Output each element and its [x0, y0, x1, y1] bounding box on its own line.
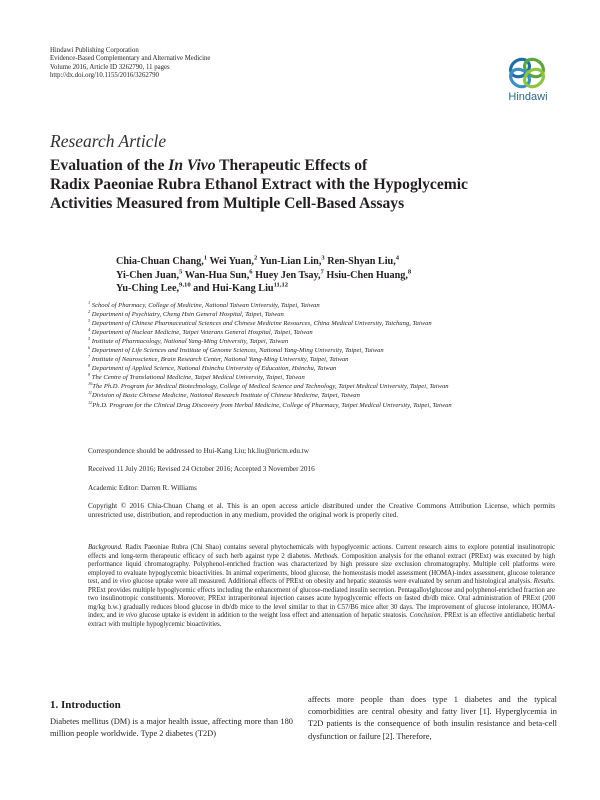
section-heading-introduction: 1. Introduction [50, 699, 121, 711]
affiliation-item: $^9$ The Centre of Translational Medicine, Taipei Medical University, Taipei, Taiwan [88, 372, 305, 382]
publisher-info [50, 47, 210, 81]
affiliation-item: $^2$ Department of Psychiatry, Cheng Hsin General Hospital, Taipei, Taiwan [88, 308, 284, 319]
title-part1: Evaluation of the [50, 157, 169, 174]
publisher-name: Hindawi Publishing Corporation [50, 47, 139, 54]
affiliation-item: $^7$ Institute of Neuroscience, Brain Research Center, National Yang-Ming University, Taipei, Taiwan [88, 354, 349, 364]
doi-link[interactable]: http://dx.doi.org/10.1155/2016/3262790 [50, 72, 159, 80]
copyright-notice: Copyright © 2016 Chia-Chuan Chang et al. This is an open access article distributed under the Creative Commons Attribution License, which permits unrestricted use, distribution, and reproduction in any medium, provided the original work is properly cited. [88, 502, 555, 520]
academic-editor: Academic Editor: Darren R. Williams [88, 484, 197, 492]
article-type: Research Article [50, 131, 167, 151]
title-line3: Activities Measured from Multiple Cell-Based Assays [50, 195, 405, 213]
affiliation-item: $^6$ Department of Life Sciences and Institute of Genome Sciences, National Yang-Ming University, Taipei, Taiwan [88, 345, 384, 355]
abstract-background-label: Background. [88, 544, 123, 551]
affiliation-item: $^{10}$The Ph.D. Program for Medical Biotechnology, College of Medical Science and Technology, Taipei Medical University, Taipei, Taiwan [88, 381, 449, 391]
received-dates: Received 11 July 2016; Revised 24 October 2016; Accepted 3 November 2016 [88, 465, 315, 473]
journal-name: Evidence-Based Complementary and Alternative Medicine [50, 55, 211, 63]
affiliation-item: $^8$ Department of Applied Science, National Hsinchu University of Education, Hsinchu, Taiwan [88, 363, 337, 373]
affiliation-item: $^4$ Department of Nuclear Medicine, Taipei Veterans General Hospital, Taipei, Taiwan [88, 326, 313, 337]
author-name: Huey Jen Tsay, [252, 269, 321, 281]
affiliation-item: $^{12}$Ph.D. Program for the Clinical Drug Discovery from Herbal Medicine, College of Pharmacy, Taipei Medical University, Taipei, Taiwan [88, 399, 452, 409]
volume-info: Volume 2016, Article ID 3262790, 11 pages [50, 63, 170, 71]
intro-right-column: affects more people than does type 1 diabetes and the typical comorbidities are central obesity and fatty liver [1]. Hyperglycemia in T2D patients is the consequence of both insulin resistance and beta-cell dysfunction or failure [2]. Therefore, [308, 695, 557, 741]
affiliation-list [88, 301, 578, 410]
abstract-methods-label: Methods. [313, 552, 340, 560]
author-name: and Hui-Kang Liu [190, 283, 274, 295]
intro-left-column: Diabetes mellitus (DM) is a major health issue, affecting more than 180 million people worldwide. Type 2 diabetes (T2D) [50, 717, 293, 739]
author-name: Yun-Lian Lin, [257, 256, 322, 267]
author-name: Chia-Chuan Chang, [116, 256, 204, 267]
title-italic: In Vivo [168, 157, 216, 174]
affiliation-item: $^{11}$Division of Basic Chinese Medicine, National Research Institute of Chinese Medicine, Taipei, Taiwan [88, 390, 360, 400]
title-line2: Radix Paeoniae Rubra Ethanol Extract with the Hypoglycemic [50, 176, 468, 194]
author-name: Wan-Hua Sun, [182, 269, 250, 281]
affiliation-item: $^3$ Department of Chinese Pharmaceutical Sciences and Chinese Medicine Resources, China Medical University, Taichung, Taiwan [88, 317, 432, 328]
author-name: Ren-Shyan Liu, [324, 256, 396, 267]
abstract-results-label: Results. [533, 578, 556, 586]
correspondence: Correspondence should be addressed to Hui-Kang Liu; hk.liu@nricm.edu.tw [88, 447, 309, 455]
affiliation-item: $^1$ School of Pharmacy, College of Medicine, National Taiwan University, Taipei, Taiwan [88, 299, 320, 309]
author-name: Yu-Ching Lee, [116, 283, 180, 295]
affiliation-item: $^5$ Institute of Pharmacology, National Yang-Ming University, Taipei, Taiwan [88, 336, 289, 346]
title-part2: Therapeutic Effects of [215, 157, 368, 174]
hindawi-logo-text: Hindawi [508, 91, 548, 103]
author-name: Hsiu-Chen Huang, [323, 269, 408, 281]
author-list: Chia-Chuan Chang,$^1$ Wei Yuan,$^2$ Yun-Lian Lin,$^3$ Ren-Shyan Liu,$^4$ Yi-Chen Juan,$^5$ Wan-Hua Sun,$^6$ Huey Jen Tsay,$^7$ Hsiu-Chen Huang,$^8$ Yu-Ching Lee,$^{9,10}$ and Hui-Kang Liu$^{11,12}$ [116, 254, 412, 295]
article-title [50, 156, 560, 214]
author-name: Wei Yuan, [207, 256, 254, 267]
author-name: Yi-Chen Juan, [116, 269, 180, 281]
abstract: Background. Radix Paeoniae Rubra (Chi Shao) contains several phytochemicals with hypoglycemic actions. Current research aims to explore potential insulinotropic effects and long-term therapeutic efficacy of such herb against type 2 diabetes. Methods. Composition analysis for the ethanol extract (PRExt) was executed by high performance liquid chromatography. Polyphenol-enriched fraction was characterized by high pressure size exclusion chromatography. Multiple cell platforms were employed to evaluate hypoglycemic bioactivities. In animal experiments, blood glucose, the homeostasis model assessment (HOMA)-index assessment, glucose tolerance test, and in vivo glucose uptake were all measured. Additional effects of PRExt on obesity and hepatic steatosis were evaluated by serum and histological analysis. Results. PRExt provides multiple hypoglycemic effects including the enhancement of glucose-mediated insulin secretion. Pentagalloylglucose and polyphenol-enriched fraction are two insulinotropic constituents. Moreover, PRExt intraperitoneal injection causes acute hypoglycemic effects on fasted db/db mice. Oral administration of PRExt (200 mg/kg b.w.) gradually reduces blood glucose in db/db mice to the level similar to that in C57/B6 mice after 30 days. The improvement of glucose intolerance, HOMA-index, and in vivo glucose uptake is evident in addition to the weight loss effect and attenuation of hepatic steatosis. Conclusion. PRExt is an effective antidiabetic herbal extract with multiple hypoglycemic bioactivities. [88, 544, 556, 628]
abstract-conclusion-label: Conclusion. [409, 612, 443, 620]
